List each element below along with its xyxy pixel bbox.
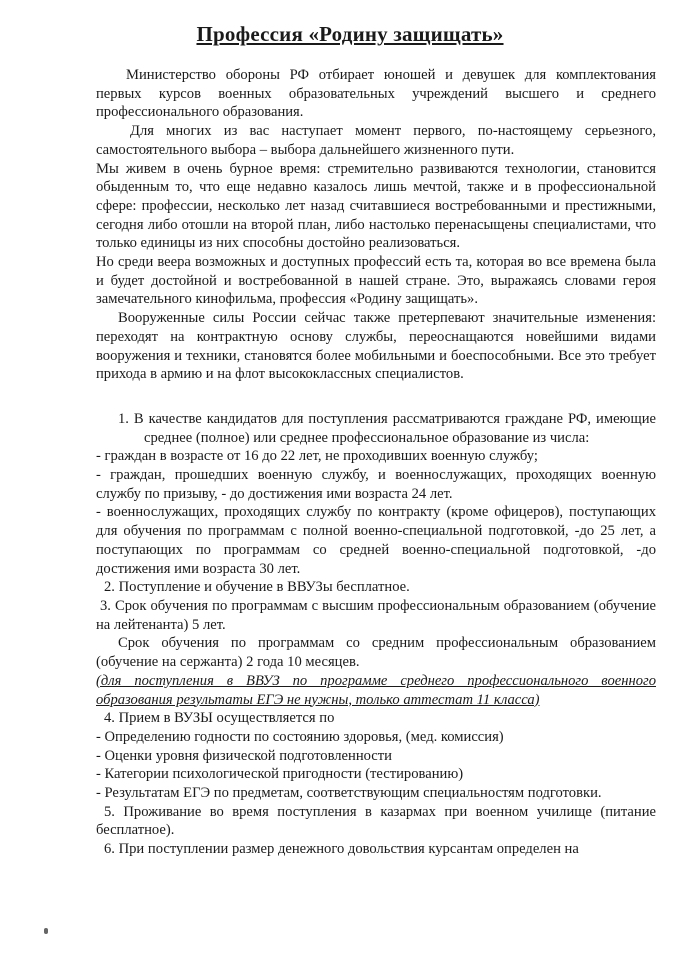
list-item-1-sub-2: - граждан, прошедших военную службу, и военнослужащих, проходящих военную службу по призыву, - до достижения ими возраста 24 лет.: [96, 467, 656, 502]
list-item-4-sub-4: - Результатам ЕГЭ по предметам, соответствующим специальностям подготовки.: [96, 785, 602, 802]
list-item-3: 3. Срок обучения по программам с высшим профессиональным образованием (обучение на лейтенанта) 5 лет.: [96, 597, 656, 633]
list-item-1-sub-1: - граждан в возрасте от 16 до 22 лет, не проходивших военную службу;: [96, 448, 538, 465]
list-item-4: 4. Прием в ВУЗЫ осуществляется по: [104, 710, 335, 727]
list-item-4-sub-3: - Категории психологической пригодности (тестированию): [96, 766, 464, 783]
paragraph-choice: Для многих из вас наступает момент первого, по-настоящему серьезного, самостоятельного выбора – выбора дальнейшего жизненного пути.: [96, 123, 656, 158]
list-item-4-sub-1: - Определению годности по состоянию здоровья, (мед. комиссия): [96, 728, 504, 745]
scan-speck: [44, 928, 48, 934]
list-item-6: 6. При поступлении размер денежного довольствия курсантам определен на: [104, 841, 579, 858]
paragraph-times: Мы живем в очень бурное время: стремительно развиваются технологии, становится обыденным то, что еще недавно казалось лишь мечтой, также и в профессиональной сфере: профессии, несколько лет назад считавшиеся востребованными и престижными, сегодня либо отошли на второй план, либо настолько перенасыщены специалистами, что только единицы из них способны достойно реализоваться.: [96, 160, 656, 252]
paragraph-armed-forces: Вооруженные силы России сейчас также претерпевают значительные изменения: переходят на контрактную основу службы, переоснащаются новейшими видами вооружения и техники, становятся более мобильными и боеспособными. Все это требует прихода в армию и на флот высококлассных специалистов.: [96, 310, 656, 383]
paragraph-profession: Но среди веера возможных и доступных профессий есть та, которая во все времена была и будет достойной и востребованной в нашей стране. Это, выражаясь словами героя замечательного кинофильма, профессия «Родину защищать».: [96, 254, 656, 308]
page-title: Профессия «Родину защищать»: [196, 22, 504, 46]
document-body: [96, 66, 656, 859]
paragraph-intro: Министерство обороны РФ отбирает юношей и девушек для комплектования первых курсов военных образовательных учреждений высшего и среднего профессионального образования.: [96, 67, 656, 121]
spacer: [96, 384, 656, 404]
list-item-4-sub-2: - Оценки уровня физической подготовленности: [96, 747, 392, 764]
list-item-3-extra: Срок обучения по программам со средним профессиональным образованием (обучение на сержанта) 2 года 10 месяцев.: [96, 635, 656, 671]
list-item-1: 1. В качестве кандидатов для поступления рассматриваются граждане РФ, имеющие среднее (полное) или среднее профессиональное образование из числа:: [118, 410, 656, 446]
list-item-5: 5. Проживание во время поступления в казармах при военном училище (питание бесплатное).: [96, 803, 656, 839]
list-item-2: 2. Поступление и обучение в ВВУЗы бесплатное.: [104, 579, 410, 596]
list-item-1-sub-3: - военнослужащих, проходящих службу по контракту (кроме офицеров), поступающих для обучения по программам с полной военно-специальной подготовкой, -до 25 лет, а поступающих по программам со средней военно-специальной подготовкой, -до достижения ими возраста 30 лет.: [96, 504, 656, 577]
admission-note: (для поступления в ВВУЗ по программе среднего профессионального военного образования результаты ЕГЭ не нужны, только аттестат 11 класса): [96, 672, 656, 708]
